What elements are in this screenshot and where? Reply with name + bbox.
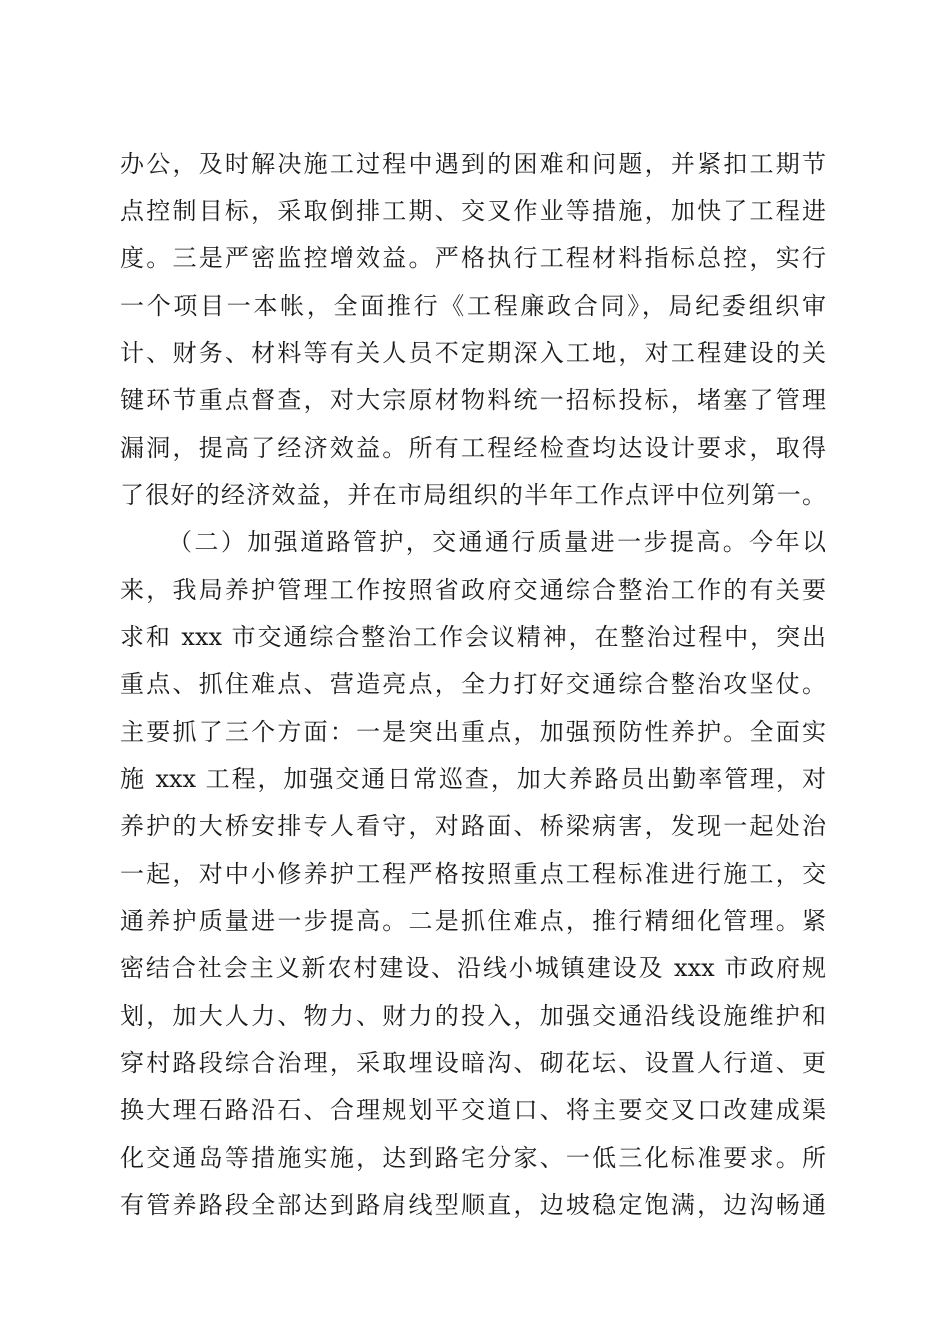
section-heading-line: （二）加强道路管护，交通通行质量进一步提高。今年以 bbox=[168, 528, 826, 556]
text-line: 键环节重点督查，对大宗原材物料统一招标投标，堵塞了管理 bbox=[120, 386, 826, 414]
text-line: 穿村路段综合治理，采取埋设暗沟、砌花坛、设置人行道、更 bbox=[120, 1049, 826, 1077]
text-line: 化交通岛等措施实施，达到路宅分家、一低三化标准要求。所 bbox=[120, 1144, 826, 1172]
text-line: 求和 xxx 市交通综合整治工作会议精神，在整治过程中，突出 bbox=[120, 623, 826, 651]
text-line: 了很好的经济效益，并在市局组织的半年工作点评中位列第一。 bbox=[120, 481, 826, 509]
text-line: 主要抓了三个方面：一是突出重点，加强预防性养护。全面实 bbox=[120, 718, 826, 746]
text-line: 重点、抓住难点、营造亮点，全力打好交通综合整治攻坚仗。 bbox=[120, 670, 826, 698]
text-line: 漏洞，提高了经济效益。所有工程经检查均达设计要求，取得 bbox=[120, 434, 826, 462]
text-line: 一个项目一本帐，全面推行《工程廉政合同》，局纪委组织审 bbox=[120, 292, 826, 320]
text-line: 划，加大人力、物力、财力的投入，加强交通沿线设施维护和 bbox=[120, 1002, 826, 1030]
text-line: 有管养路段全部达到路肩线型顺直，边坡稳定饱满，边沟畅通 bbox=[120, 1191, 826, 1219]
text-line: 养护的大桥安排专人看守，对路面、桥梁病害，发现一起处治 bbox=[120, 812, 826, 840]
text-line: 点控制目标，采取倒排工期、交叉作业等措施，加快了工程进 bbox=[120, 197, 826, 225]
text-line: 办公，及时解决施工过程中遇到的困难和问题，并紧扣工期节 bbox=[120, 150, 826, 178]
text-line: 通养护质量进一步提高。二是抓住难点，推行精细化管理。紧 bbox=[120, 907, 826, 935]
text-line: 换大理石路沿石、合理规划平交道口、将主要交叉口改建成渠 bbox=[120, 1096, 826, 1124]
text-line: 施 xxx 工程，加强交通日常巡查，加大养路员出勤率管理，对 bbox=[120, 765, 826, 793]
text-line: 来，我局养护管理工作按照省政府交通综合整治工作的有关要 bbox=[120, 576, 826, 604]
text-line: 一起，对中小修养护工程严格按照重点工程标准进行施工，交 bbox=[120, 860, 826, 888]
text-line: 度。三是严密监控增效益。严格执行工程材料指标总控，实行 bbox=[120, 244, 826, 272]
text-line: 计、财务、材料等有关人员不定期深入工地，对工程建设的关 bbox=[120, 339, 826, 367]
text-line: 密结合社会主义新农村建设、沿线小城镇建设及 xxx 市政府规 bbox=[120, 954, 826, 982]
